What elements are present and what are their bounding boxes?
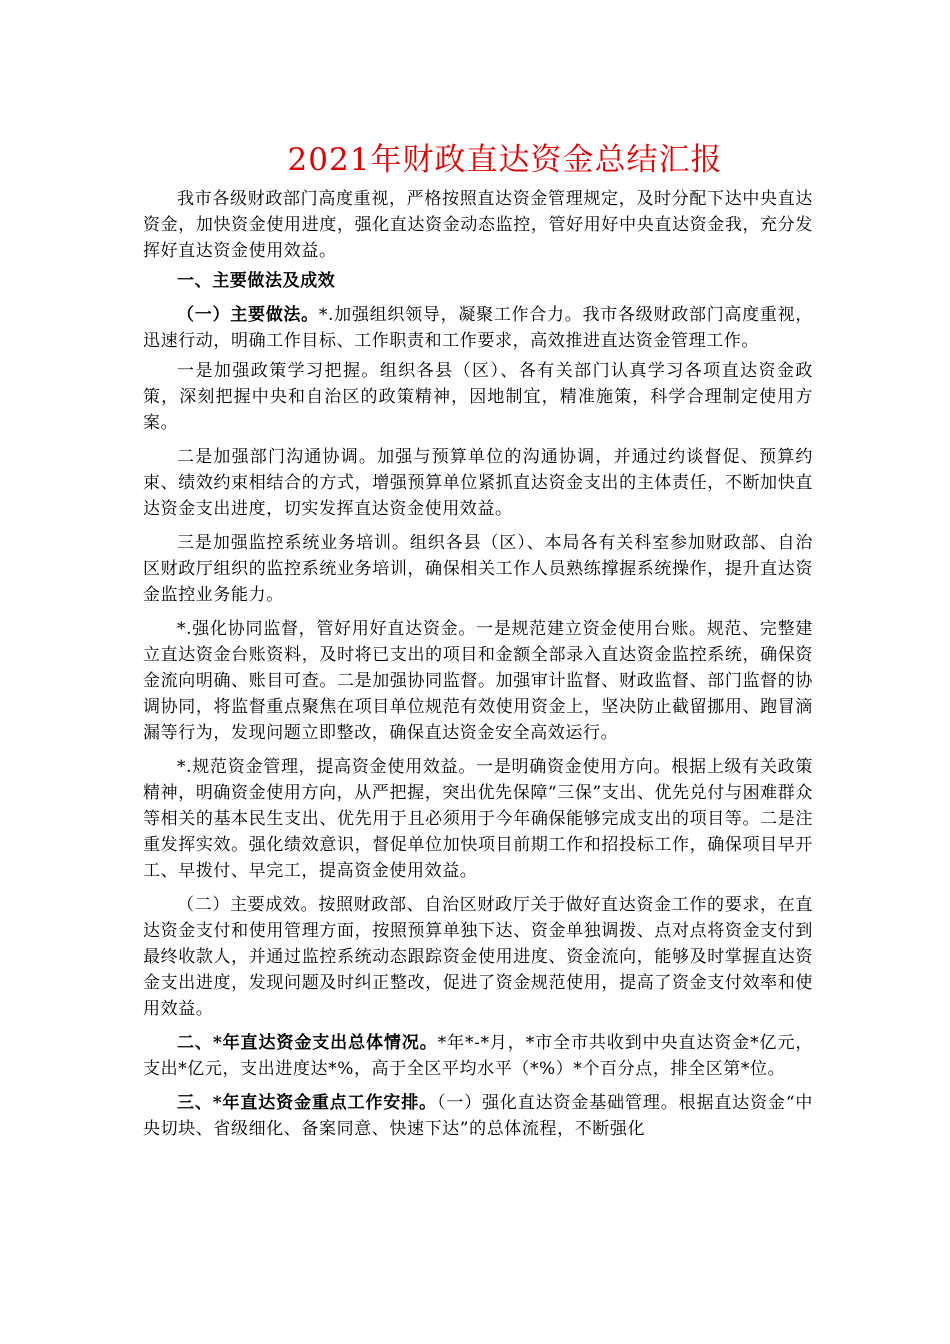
document-body xyxy=(143,186,813,1150)
section-heading-2: 二、*年直达资金支出总体情况。 xyxy=(177,1033,438,1053)
paragraph-training: 三是加强监控系统业务培训。组织各县（区）、本局各有关科室参加财政部、自治区财政厅组织的监控系统业务培训，确保相关工作人员熟练撑握系统操作，提升直达资金监控业务能力。 xyxy=(143,533,813,605)
section-heading-3: 三、*年直达资金重点工作安排。 xyxy=(177,1093,437,1113)
paragraph-results: （二）主要成效。按照财政部、自治区财政厅关于做好直达资金工作的要求，在直达资金支付和使用管理方面，按照预算单独下达、资金单独调拨、点对点将资金支付到最终收款人，并通过监控系统动态跟踪资金使用进度、资金流向，能够及时掌握直达资金支出进度，发现问题及时纠正整改，促进了资金规范使用，提高了资金支付效率和使用效益。 xyxy=(143,895,813,1019)
paragraph-fund-management: *.规范资金管理，提高资金使用效益。一是明确资金使用方向。根据上级有关政策精神，明确资金使用方向，从严把握，突出优先保障“三保”支出、优先兑付与困难群众等相关的基本民生支出、优先用于且必须用于今年确保能够完成支出的项目等。二是注重发挥实效。强化绩效意识，督促单位加快项目前期工作和招投标工作，确保项目早开工、早拨付、早完工，提高资金使用效益。 xyxy=(143,757,813,881)
paragraph-coordination: 二是加强部门沟通协调。加强与预算单位的沟通协调，并通过约谈督促、预算约束、绩效约束相结合的方式，增强预算单位紧抓直达资金支出的主体责任，不断加快直达资金支出进度，切实发挥直达资金使用效益。 xyxy=(143,447,813,519)
paragraph-spending-overview xyxy=(143,1030,813,1082)
document-title: 2021年财政直达资金总结汇报 xyxy=(287,142,723,178)
paragraph-supervision: *.强化协同监督，管好用好直达资金。一是规范建立资金使用台账。规范、完整建立直达资金台账资料，及时将已支出的项目和金额全部录入直达资金监控系统，确保资金流向明确、账目可查。二是加强协同监督。加强审计监督、财政监督、部门监督的协调协同，将监督重点聚焦在项目单位规范有效使用资金上，坚决防止截留挪用、跑冒滴漏等行为，发现问题立即整改，确保直达资金安全高效运行。 xyxy=(143,619,813,743)
paragraph-text: *年*-*月，*市全市共收到中央直达资金*亿元，支出*亿元，支出进度达*%，高于全区平均水平（*%）*个百分点，排全区第*位。 xyxy=(143,1033,813,1079)
section-heading-1: 一、主要做法及成效 xyxy=(177,271,336,291)
paragraph-work-plan xyxy=(143,1090,813,1142)
paragraph-text: （一）强化直达资金基础管理。根据直达资金“中央切块、省级细化、备案同意、快速下达”的总体流程，不断强化 xyxy=(143,1093,814,1139)
paragraph-main-practices xyxy=(143,302,813,354)
paragraph-policy-study: 一是加强政策学习把握。组织各县（区）、各有关部门认真学习各项直达资金政策，深刻把握中央和自治区的政策精神，因地制宜，精准施策，科学合理制定使用方案。 xyxy=(143,361,813,433)
intro-paragraph: 我市各级财政部门高度重视，严格按照直达资金管理规定，及时分配下达中央直达资金，加快资金使用进度，强化直达资金动态监控，管好用好中央直达资金我，充分发挥好直达资金使用效益。 xyxy=(143,189,813,261)
paragraph-text: *.加强组织领导，凝聚工作合力。我市各级财政部门高度重视，迅速行动，明确工作目标、工作职责和工作要求，高效推进直达资金管理工作。 xyxy=(143,305,813,351)
subheading-main-practices: （一）主要做法。 xyxy=(177,305,319,325)
